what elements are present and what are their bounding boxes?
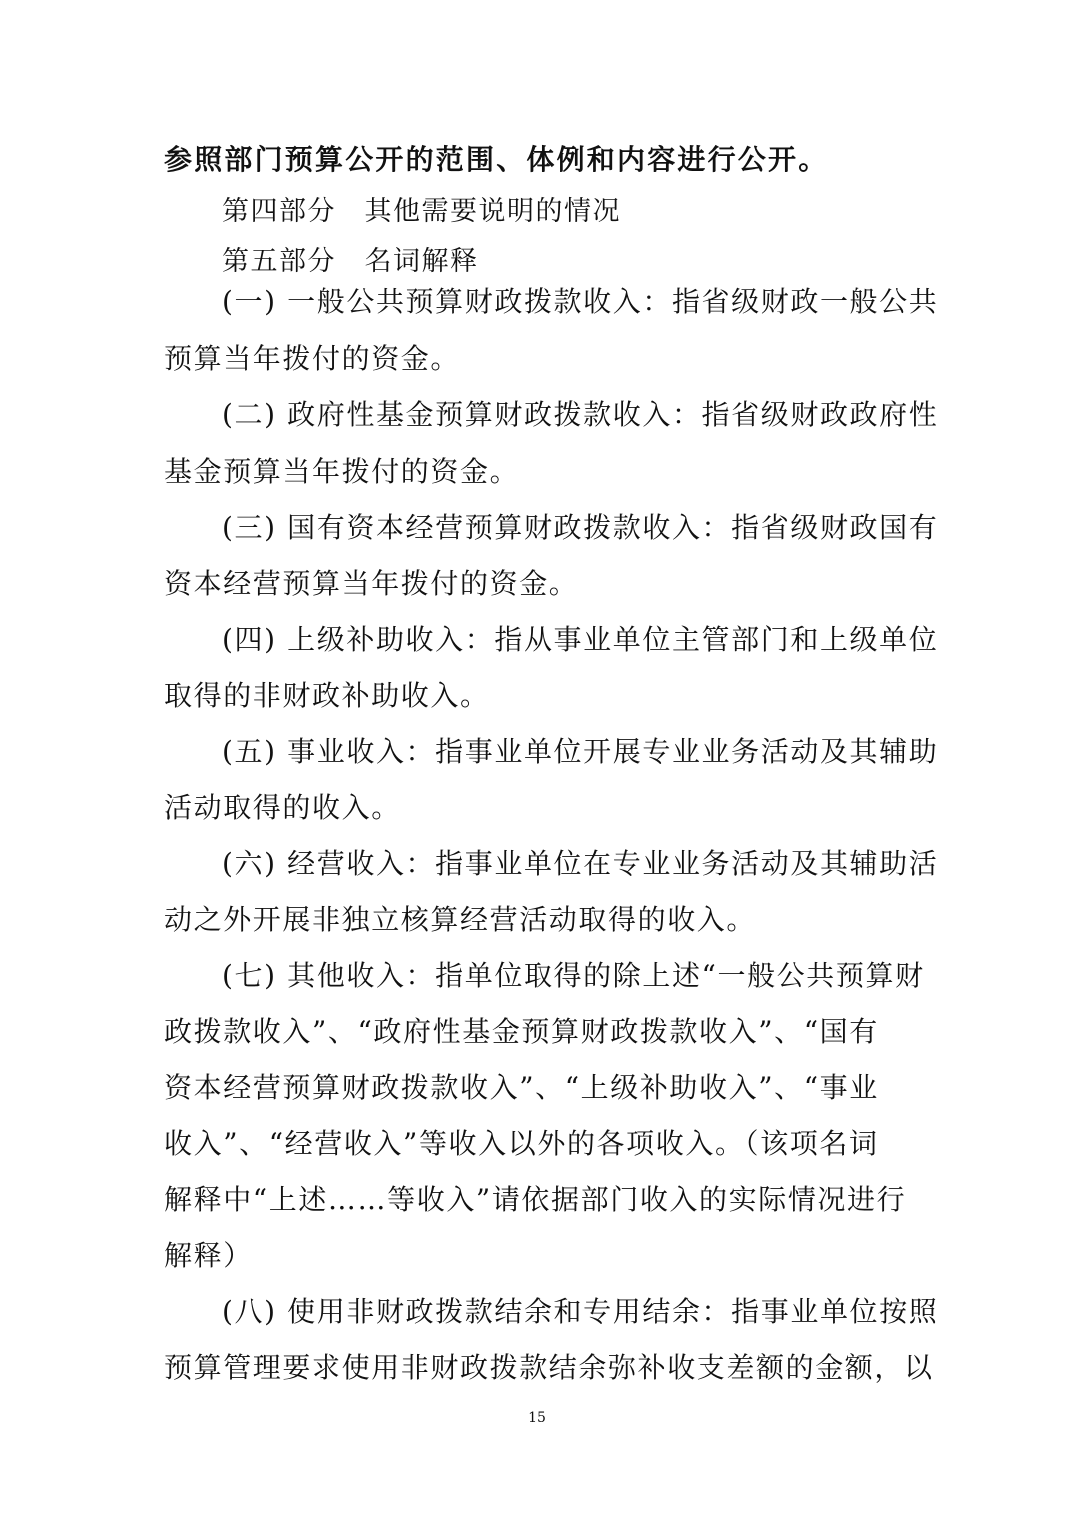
section-heading-4: 第四部分 其他需要说明的情况	[222, 196, 621, 227]
text-line-item-6b: 动之外开展非独立核算经营活动取得的收入。	[164, 903, 757, 936]
page-number: 15	[528, 1410, 546, 1426]
text-line-item-8a: (八) 使用非财政拨款结余和专用结余：指事业单位按照	[222, 1295, 939, 1328]
text-line-item-4a: (四) 上级补助收入：指从事业单位主管部门和上级单位	[222, 623, 939, 656]
text-line-item-7b: 政拨款收入”、“政府性基金预算财政拨款收入”、“国有	[164, 1015, 879, 1048]
text-line-item-5b: 活动取得的收入。	[164, 791, 401, 824]
text-line-item-3b: 资本经营预算当年拨付的资金。	[164, 567, 579, 600]
text-line-item-7d: 收入”、“经营收入”等收入以外的各项收入。（该项名词	[164, 1127, 879, 1160]
text-line-item-7a: (七) 其他收入：指单位取得的除上述“一般公共预算财	[222, 959, 925, 992]
text-line-item-7e: 解释中“上述……等收入”请依据部门收入的实际情况进行	[164, 1183, 907, 1216]
text-line-item-7f: 解释）	[164, 1239, 253, 1272]
text-line-item-1b: 预算当年拨付的资金。	[164, 342, 461, 375]
text-line-item-1a: (一) 一般公共预算财政拨款收入：指省级财政一般公共	[222, 285, 939, 318]
text-line-item-2a: (二) 政府性基金预算财政拨款收入：指省级财政政府性	[222, 398, 939, 431]
text-line-item-6a: (六) 经营收入：指事业单位在专业业务活动及其辅助活	[222, 847, 939, 880]
text-line-item-2b: 基金预算当年拨付的资金。	[164, 455, 520, 488]
section-heading-5: 第五部分 名词解释	[222, 246, 479, 277]
text-line-1: 参照部门预算公开的范围、体例和内容进行公开。	[164, 143, 829, 176]
text-line-item-3a: (三) 国有资本经营预算财政拨款收入：指省级财政国有	[222, 511, 939, 544]
text-line-item-5a: (五) 事业收入：指事业单位开展专业业务活动及其辅助	[222, 735, 939, 768]
text-line-item-4b: 取得的非财政补助收入。	[164, 679, 490, 712]
text-line-item-8b: 预算管理要求使用非财政拨款结余弥补收支差额的金额，以	[164, 1351, 934, 1384]
text-line-item-7c: 资本经营预算财政拨款收入”、“上级补助收入”、“事业	[164, 1071, 879, 1104]
